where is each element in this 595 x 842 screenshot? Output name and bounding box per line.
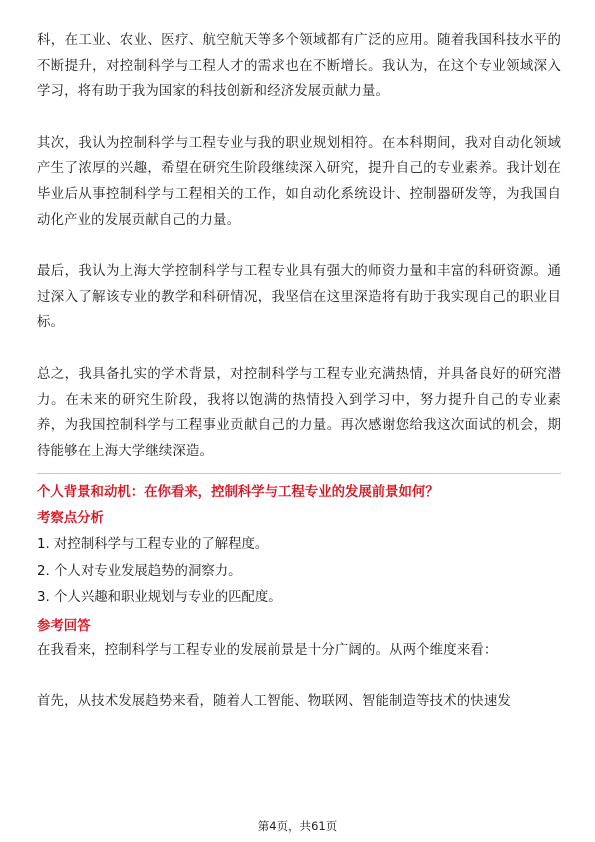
answer-heading: 参考回答 xyxy=(37,618,91,634)
question-title: 个人背景和动机：在你看来，控制科学与工程专业的发展前景如何？ xyxy=(37,485,439,501)
analysis-item: 1. 对控制科学与工程专业的了解程度。 xyxy=(37,537,269,553)
answer-paragraph-1: 在我看来，控制科学与工程专业的发展前景是十分广阔的。从两个维度来看： xyxy=(37,642,498,658)
body-paragraph-3: 最后，我认为上海大学控制科学与工程专业具有强大的师资力量和丰富的科研资源。通过深入了解该专业的教学和科研情况，我坚信在这里深造将有助于我实现自己的职业目标。 xyxy=(37,264,561,331)
analysis-list xyxy=(37,532,561,612)
paragraph-gap xyxy=(37,663,561,689)
body-paragraph-2: 其次，我认为控制科学与工程专业与我的职业规划相符。在本科期间，我对自动化领域产生了浓厚的兴趣，希望在研究生阶段继续深入研究，提升自己的专业素养。我计划在毕业后从事控制科学与工程相关的工作，如自动化系统设计、控制器研发等，为我国自动化产业的发展贡献自己的力量。 xyxy=(37,135,561,228)
page-content xyxy=(37,28,561,715)
body-paragraph-1: 科，在工业、农业、医疗、航空航天等多个领域都有广泛的应用。随着我国科技水平的不断提升，对控制科学与工程人才的需求也在不断增长。我认为，在这个专业领域深入学习，将有助于我为国家的科技创新和经济发展贡献力量。 xyxy=(37,33,561,100)
body-paragraph-4: 总之，我具备扎实的学术背景，对控制科学与工程专业充满热情，并具备良好的研究潜力。在未来的研究生阶段，我将以饱满的热情投入到学习中，努力提升自己的专业素养，为我国控制科学与工程事业贡献自己的力量。再次感谢您给我这次面试的机会，期待能够在上海大学继续深造。 xyxy=(37,366,561,459)
paragraph-gap xyxy=(37,233,561,259)
section-divider xyxy=(37,473,561,474)
paragraph-gap xyxy=(37,336,561,362)
analysis-item: 3. 个人兴趣和职业规划与专业的匹配度。 xyxy=(37,590,282,606)
analysis-heading: 考察点分析 xyxy=(37,511,104,527)
answer-paragraph-2: 首先，从技术发展趋势来看，随着人工智能、物联网、智能制造等技术的快速发 xyxy=(37,694,511,710)
page-number: 第4页，共61页 xyxy=(257,819,338,833)
paragraph-gap xyxy=(37,105,561,131)
analysis-item: 2. 个人对专业发展趋势的洞察力。 xyxy=(37,563,242,579)
